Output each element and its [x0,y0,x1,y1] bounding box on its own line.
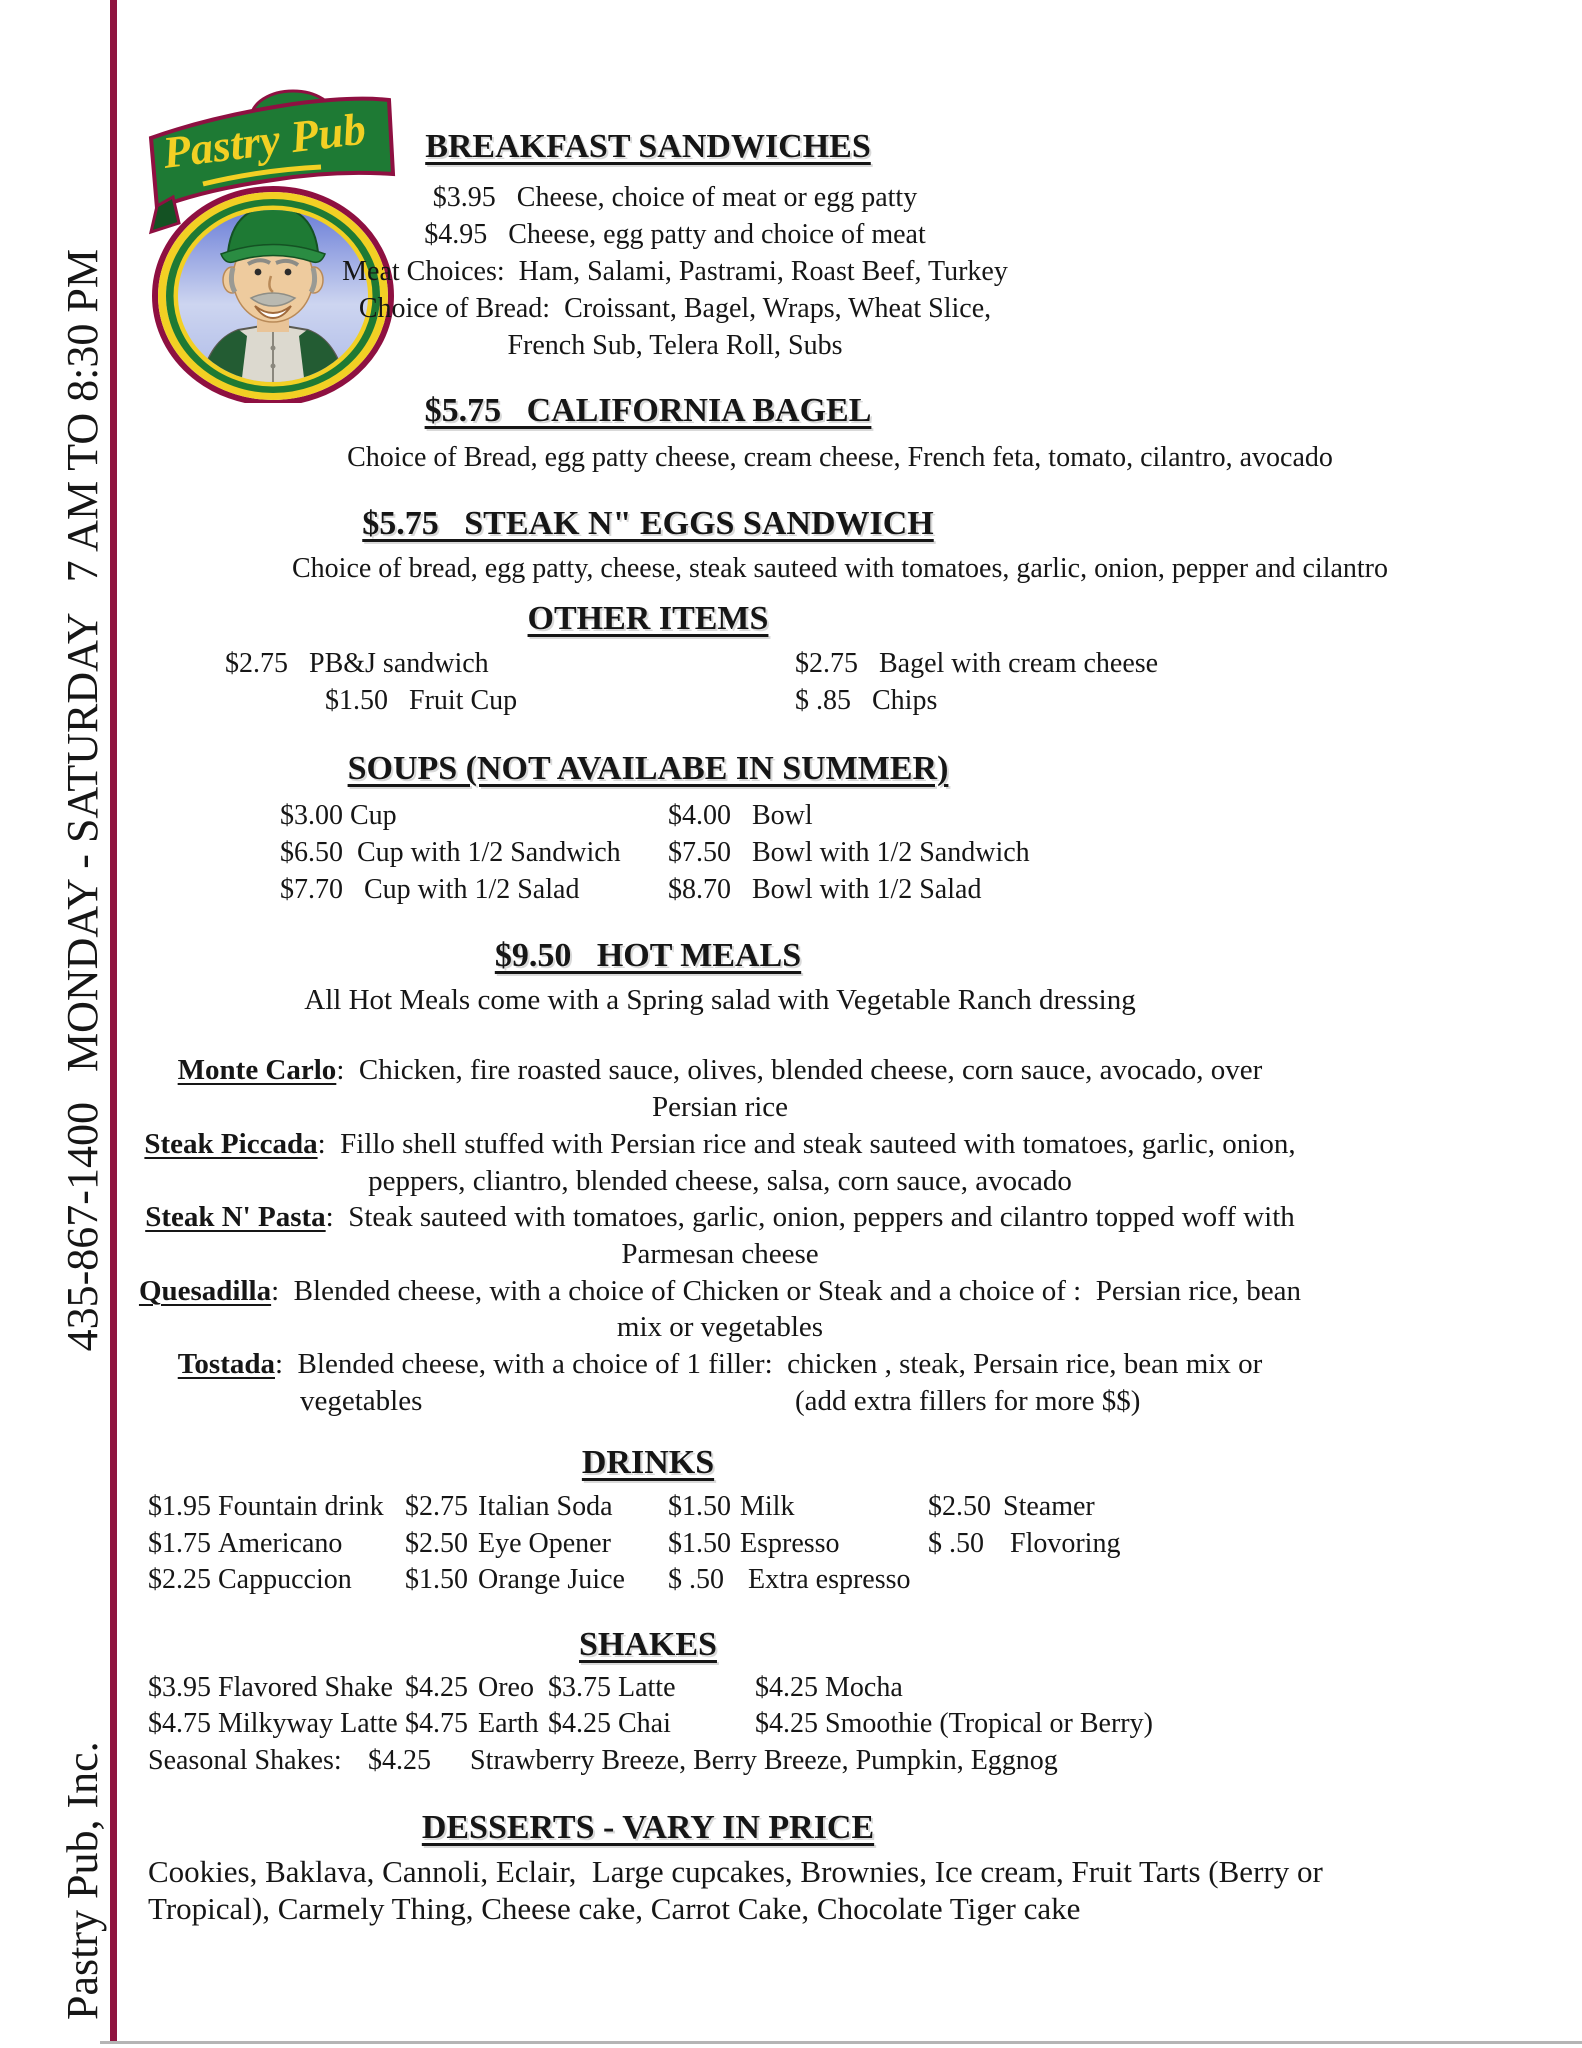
price: $3.75 [548,1672,611,1703]
hot-meal-item-cont: Persian rice [651,1091,789,1123]
shake-name: Mocha [825,1672,903,1703]
other-item: $2.75 PB&J sandwich [225,648,489,679]
soup-item: $7.50 Bowl with 1/2 Sandwich [668,837,1030,868]
hot-meal-note: (add extra fillers for more $$) [795,1385,1141,1417]
hot-meals-subtitle: All Hot Meals come with a Spring salad with Vegetable Ranch dressing [304,984,1136,1016]
hot-meal-item-cont: peppers, cliantro, blended cheese, salsa, corn sauce, avocado [368,1165,1072,1197]
seasonal-shakes-label: Seasonal Shakes: [148,1745,342,1776]
sidebar-days: MONDAY - SATURDAY [57,612,107,1073]
section-title-other-items: OTHER ITEMS [527,600,769,637]
breakfast-line: Meat Choices: Ham, Salami, Pastrami, Roast Beef, Turkey [342,256,1008,287]
soup-item: $8.70 Bowl with 1/2 Salad [668,874,982,905]
price: $3.95 [148,1672,211,1703]
hot-meal-item: Steak N' Pasta: Steak sauteed with tomatoes, garlic, onion, peppers and cilantro topped woff with [145,1201,1295,1233]
price: $4.25 [368,1745,431,1776]
logo-wordmark: Pastry Pub [160,103,369,178]
sidebar-hours: 7 AM TO 8:30 PM [57,249,107,583]
price: $4.25 [755,1672,818,1703]
shake-name: Flavored Shake [218,1672,393,1703]
section-title-california-bagel: $5.75 CALIFORNIA BAGEL [424,392,872,429]
drink-name: Milk [740,1491,795,1522]
price: $2.50 [928,1491,991,1522]
sidebar-phone: 435-867-1400 [57,1102,107,1352]
price: $2.25 [148,1564,211,1595]
hot-meal-name: Monte Carlo [177,1054,337,1086]
price: $4.75 [405,1708,468,1739]
soup-item: $4.00 Bowl [668,800,813,831]
price: $1.50 [405,1564,468,1595]
section-title-breakfast: BREAKFAST SANDWICHES [425,128,871,165]
soup-item: $3.00 Cup [280,800,397,831]
breakfast-line: $4.95 Cheese, egg patty and choice of meat [424,219,926,250]
price: $4.75 [148,1708,211,1739]
drink-name: Fountain drink [218,1491,384,1522]
drink-name: Eye Opener [478,1528,611,1559]
section-title-steak-eggs: $5.75 STEAK N" EGGS SANDWICH [362,505,934,542]
drink-name: Flovoring [1010,1528,1121,1559]
price: $1.50 [668,1491,731,1522]
drink-name: Steamer [1003,1491,1095,1522]
hot-meal-item: Quesadilla: Blended cheese, with a choice of Chicken or Steak and a choice of : Persian rice, bean [138,1275,1302,1307]
hot-meal-item: Tostada: Blended cheese, with a choice of 1 filler: chicken , steak, Persain rice, bean mix or [177,1348,1263,1380]
shake-name: Chai [618,1708,671,1739]
breakfast-line: French Sub, Telera Roll, Subs [507,330,843,361]
section-title-hot-meals: $9.50 HOT MEALS [494,937,802,974]
hot-meal-name: Steak N' Pasta [145,1201,326,1233]
price: $2.75 [405,1491,468,1522]
other-item: $1.50 Fruit Cup [325,685,518,716]
drink-name: Italian Soda [478,1491,613,1522]
seasonal-shakes-flavors: Strawberry Breeze, Berry Breeze, Pumpkin, Eggnog [470,1745,1058,1776]
hot-meal-item: Monte Carlo: Chicken, fire roasted sauce, olives, blended cheese, corn sauce, avocado, over [177,1054,1263,1086]
section-title-shakes: SHAKES [579,1626,717,1663]
breakfast-line: Choice of Bread: Croissant, Bagel, Wraps, Wheat Slice, [358,293,992,324]
shake-name: Earth [478,1708,539,1739]
shake-name: Milkyway Latte [218,1708,398,1739]
section-title-soups: SOUPS (NOT AVAILABE IN SUMMER) [347,750,949,787]
desserts-line: Cookies, Baklava, Cannoli, Eclair, Large cupcakes, Brownies, Ice cream, Fruit Tarts (Berry or [148,1854,1323,1889]
price: $1.95 [148,1491,211,1522]
section-title-drinks: DRINKS [581,1444,715,1481]
other-item: $ .85 Chips [795,685,938,716]
soup-item: $6.50 Cup with 1/2 Sandwich [280,837,621,868]
price: $4.25 [755,1708,818,1739]
price: $1.75 [148,1528,211,1559]
shake-name: Oreo [478,1672,534,1703]
hot-meal-name: Tostada [177,1348,275,1380]
desserts-line: Tropical), Carmely Thing, Cheese cake, Carrot Cake, Chocolate Tiger cake [148,1891,1081,1926]
hot-meal-item: Steak Piccada: Fillo shell stuffed with Persian rice and steak sauteed with tomatoes, garlic, onion, [144,1128,1296,1160]
drink-name: Cappuccion [218,1564,352,1595]
drink-name: Orange Juice [478,1564,625,1595]
price: $4.25 [405,1672,468,1703]
shake-name: Smoothie (Tropical or Berry) [825,1708,1153,1739]
drink-name: Extra espresso [748,1564,911,1595]
steak-eggs-desc: Choice of bread, egg patty, cheese, steak sauteed with tomatoes, garlic, onion, pepper and cilantro [291,553,1389,584]
drink-name: Americano [218,1528,343,1559]
soup-item: $7.70 Cup with 1/2 Salad [280,874,580,905]
sidebar-company: Pastry Pub, Inc. [57,1741,107,2020]
price: $ .50 [668,1564,724,1595]
hot-meal-name: Steak Piccada [144,1128,318,1160]
price: $1.50 [668,1528,731,1559]
price: $2.50 [405,1528,468,1559]
shake-name: Latte [618,1672,676,1703]
sidebar-vertical-text [37,0,127,2048]
hot-meal-item-cont: vegetables [300,1385,423,1417]
price: $ .50 [928,1528,984,1559]
breakfast-line: $3.95 Cheese, choice of meat or egg patty [432,182,918,213]
other-item: $2.75 Bagel with cream cheese [795,648,1159,679]
hot-meal-item-cont: Parmesan cheese [621,1238,819,1270]
hot-meal-item-cont: mix or vegetables [616,1311,824,1343]
drink-name: Espresso [740,1528,840,1559]
california-bagel-desc: Choice of Bread, egg patty cheese, cream cheese, French feta, tomato, cilantro, avocado [347,442,1333,473]
section-title-desserts: DESSERTS - VARY IN PRICE [421,1809,875,1846]
hot-meal-name: Quesadilla [138,1275,272,1307]
bottom-rule [100,2041,1582,2044]
price: $4.25 [548,1708,611,1739]
